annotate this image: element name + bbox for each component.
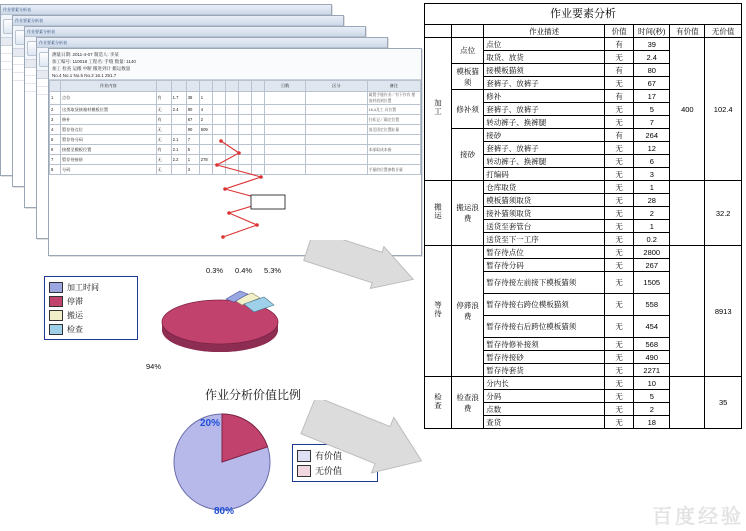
cell-content: 暂存待点位 [61,125,157,135]
cell-value: 无 [604,155,633,168]
cell-time: 39 [634,38,670,51]
legend-swatch-inspect [49,324,63,335]
cell-value: 无 [604,272,633,294]
section-label-waiting: 等待 [425,246,452,377]
cell-value: 无 [604,207,633,220]
cell-time: 2 [634,403,670,416]
cell-no: 8 [50,165,61,175]
cell-f [225,125,238,135]
cell-no: 6 [50,145,61,155]
cell-description: 送货至下一工序 [484,233,605,246]
header-novalue: 无价值 [705,25,742,38]
col-person [199,81,212,92]
cell-a: 有 [156,92,171,105]
table-row[interactable] [425,181,742,194]
cell-content: 分码 [61,165,157,175]
pie2-title: 作业分析价值比例 [204,388,301,402]
window-title: 作业要素分析表 [3,7,31,12]
cell-description: 送货至套管台 [484,220,605,233]
cell-value: 无 [604,77,633,90]
sheet-header-block [49,49,421,80]
col-move [225,81,238,92]
cell-description: 接补猫须取货 [484,207,605,220]
arrow-upper-right [300,240,420,310]
window-title: 作业要素分析表 [15,18,43,23]
col-remark: 备注 [367,81,420,92]
legend-item[interactable] [49,294,133,308]
cell-h [252,115,265,125]
header-value: 价值 [604,25,633,38]
cell-value: 有 [604,129,633,142]
legend-label: 加工时间 [67,282,99,292]
cell-b [171,115,186,125]
cell-f [225,115,238,125]
cell-value: 无 [604,142,633,155]
cell-value: 无 [604,233,633,246]
cell-novalue-total: 35 [705,377,742,429]
cell-remark: 属置手缝作业／有下作有 摆放材放到位置 [367,92,420,105]
header-description: 作业描述 [484,25,605,38]
cell-b: 2.2 [171,155,186,165]
cell-time: 2271 [634,364,670,377]
cell-d: 2 [199,115,212,125]
cell-description: 暂存待接右后跨位模板猫须 [484,316,605,338]
cell-c: 1 [186,155,199,165]
cell-f [225,92,238,105]
cell-h [252,105,265,115]
col-check [238,81,251,92]
group-label: 搬运浪费 [452,181,484,246]
cell-g [238,125,251,135]
cell-description: 点数 [484,403,605,416]
cell-b: 2.1 [171,135,186,145]
cell-d: 509 [199,125,212,135]
pie1-legend [44,276,138,340]
cell-description: 接模板猫须 [484,64,605,77]
window-titlebar [25,27,365,37]
cell-e [212,115,225,125]
cell-b: 1.7 [171,92,186,105]
cell-c: 7 [186,135,199,145]
cell-j [306,145,367,155]
cell-value: 有 [604,38,633,51]
cell-description: 模板猫须取货 [484,194,605,207]
cell-valuable-total: 400 [670,38,705,181]
cell-description: 套裤子、放裤子 [484,103,605,116]
col-content: 作业内容 [61,81,157,92]
cell-b [171,165,186,175]
cell-valuable-total [670,377,705,429]
group-label: 接砂 [452,129,484,181]
legend-item[interactable] [49,280,133,294]
cell-j [306,115,367,125]
cell-e [212,92,225,105]
cell-e [212,105,225,115]
cell-description: 分内长 [484,377,605,390]
cell-description: 转动裤子、换裤腿 [484,116,605,129]
group-label: 模板猫须 [452,64,484,90]
header-time: 时间(秒) [634,25,670,38]
cell-description: 转动裤子、换裤腿 [484,155,605,168]
cell-j [306,92,367,105]
pie1-label-inspect: 0.4% [235,266,253,275]
pie-chart-time-composition[interactable] [148,274,298,360]
cell-b: 2.4 [171,105,186,115]
cell-description: 打编码 [484,168,605,181]
cell-c: 80 [186,105,199,115]
pie2-label-valuable: 20% [200,418,221,429]
pie2-label-novalue: 80% [214,506,235,517]
group-label: 检查浪费 [452,377,484,429]
cell-no: 3 [50,115,61,125]
cell-a: 无 [156,155,171,165]
cell-h [252,125,265,135]
cell-value: 无 [604,181,633,194]
cell-time: 2.4 [634,51,670,64]
cell-no: 1 [50,92,61,105]
pie1-label-processing: 94% [146,362,162,371]
cell-a: 无 [156,165,171,175]
cell-description: 暂存待修补接须 [484,338,605,351]
cell-d: 1 [199,92,212,105]
cell-a: 有 [156,115,171,125]
analysis-table-title: 作业要素分析 [425,4,742,25]
cell-c: 38 [186,92,199,105]
group-label: 修补须 [452,90,484,129]
cell-time: 7 [634,116,670,129]
arrow-lower-right [300,400,430,510]
cell-value: 无 [604,338,633,351]
legend-label: 停滞 [67,296,83,306]
cell-novalue-total: 32.2 [705,181,742,246]
cell-content: 修补 [61,115,157,125]
window-titlebar [1,5,331,15]
cell-b [171,125,186,135]
cell-time: 568 [634,338,670,351]
table-row[interactable] [50,125,421,135]
cell-time: 1 [634,181,670,194]
legend-label: 无价值 [315,466,343,476]
cell-description: 查货 [484,416,605,429]
watermark: 百度经验 [652,506,744,528]
section-label-transport: 搬运 [425,181,452,246]
cell-time: 558 [634,294,670,316]
table-row[interactable] [50,105,421,115]
cell-i [265,92,306,105]
analysis-table[interactable] [424,3,742,429]
cell-a: 有 [156,145,171,155]
legend-label: 搬运 [67,310,83,320]
section-label-processing: 加工 [425,38,452,181]
cell-time: 80 [634,64,670,77]
cell-description: 仓库取货 [484,181,605,194]
cell-time: 2800 [634,246,670,259]
legend-swatch-processing [49,282,63,293]
cell-remark: 本部取成本指 [367,145,420,155]
cell-description: 套裤子、放裤子 [484,77,605,90]
col-distance [156,81,171,92]
legend-item[interactable] [49,322,133,336]
cell-f [225,105,238,115]
table-row[interactable] [425,38,742,51]
cell-d: 4 [199,105,212,115]
cell-a: 无 [156,135,171,145]
cell-i [265,125,306,135]
col-no [50,81,61,92]
cell-value: 无 [604,416,633,429]
cell-h [252,92,265,105]
cell-time: 490 [634,351,670,364]
cell-time: 454 [634,316,670,338]
cell-value: 无 [604,168,633,181]
window-title: 作业要素分析表 [27,29,55,34]
legend-label: 检查 [67,324,83,334]
cell-no: 5 [50,135,61,145]
cell-no: 7 [50,155,61,165]
analysis-table-title-row [425,4,742,25]
cell-time: 6 [634,155,670,168]
col-stall [252,81,265,92]
cell-description: 暂存待接右跨位模板猫须 [484,294,605,316]
cell-description: 暂存待套货 [484,364,605,377]
cell-value: 无 [604,116,633,129]
window-titlebar [37,38,387,48]
cell-content: 暂存待分码 [61,135,157,145]
cell-a: 无 [156,105,171,115]
cell-content: 暂存待接砂 [61,155,157,165]
header-category [425,25,452,38]
cell-b: 2.1 [171,145,186,155]
cell-description: 暂存待接左前接下模板猫须 [484,272,605,294]
sheet-header-line-1: 测量日期: 2011-4-07 制造人: 李某 [52,52,119,57]
cell-content: 接摆至模板位置 [61,145,157,155]
legend-item[interactable] [49,308,133,322]
cell-remark: 16.4及工 具位置 [367,105,420,115]
cell-time: 0.2 [634,233,670,246]
cell-value: 无 [604,246,633,259]
cell-time: 17 [634,90,670,103]
pie1-label-stall: 5.3% [264,266,282,275]
cell-g [238,92,251,105]
cell-description: 接砂 [484,129,605,142]
cell-time: 5 [634,390,670,403]
cell-time: 18 [634,416,670,429]
cell-j [306,125,367,135]
table-row[interactable] [425,246,742,259]
cell-j [306,155,367,165]
cell-time: 264 [634,129,670,142]
cell-time: 1 [634,220,670,233]
pie1-label-transport: 0.3% [206,266,224,275]
cell-value: 无 [604,377,633,390]
cell-time: 67 [634,77,670,90]
legend-label: 有价值 [315,451,343,461]
cell-c: 90 [186,125,199,135]
spreadsheet-window-front[interactable] [48,48,422,256]
group-label: 停滞浪费 [452,246,484,377]
cell-value: 无 [604,390,633,403]
cell-content: 点位 [61,92,157,105]
cell-value: 无 [604,51,633,64]
cell-time: 12 [634,142,670,155]
cell-value: 无 [604,403,633,416]
front-sheet-header-row [50,81,421,92]
sheet-header-line-3: 加工 检查 运搬 中断 搬进到计 搬运数量 [52,66,131,71]
cell-value: 无 [604,294,633,316]
cell-description: 暂存待点位 [484,246,605,259]
cell-c: 5 [186,145,199,155]
cell-no: 4 [50,125,61,135]
table-row[interactable] [50,115,421,125]
cell-description: 暂存待分码 [484,259,605,272]
cell-i [265,105,306,115]
window-titlebar [13,16,343,26]
cell-no: 2 [50,105,61,115]
sheet-header-line-2: 加工编号: 110018 工程名: 手缝 数量: 1140 [52,59,136,64]
cell-valuable-total [670,181,705,246]
cell-value: 无 [604,194,633,207]
cell-remark: 放至固定位置缸量 [367,125,420,135]
cell-time: 28 [634,194,670,207]
table-row[interactable] [50,92,421,105]
cell-content: 这类取货接箱材模板位置 [61,105,157,115]
cell-valuable-total [670,246,705,377]
cell-value: 有 [604,64,633,77]
cell-time: 10 [634,377,670,390]
cell-value: 无 [604,316,633,338]
group-label: 点位 [452,38,484,64]
cell-value: 有 [604,90,633,103]
pie-chart-value-ratio[interactable] [166,406,278,518]
cell-remark [367,155,420,165]
cell-time: 267 [634,259,670,272]
legend-swatch-transport [49,310,63,321]
legend-swatch-stall [49,296,63,307]
cell-time: 3 [634,168,670,181]
cell-novalue-total: 102.4 [705,38,742,181]
cell-time: 2 [634,207,670,220]
cell-description: 暂存待接砂 [484,351,605,364]
analysis-table-header-row [425,25,742,38]
col-days: 日数 [265,81,306,92]
cell-value: 无 [604,351,633,364]
cell-remark [367,135,420,145]
cell-a: 无 [156,125,171,135]
cell-c: 67 [186,115,199,125]
cell-novalue-total: 8913 [705,246,742,377]
cell-c: 3 [186,165,199,175]
col-region: 区分 [306,81,367,92]
header-group [452,25,484,38]
sheet-header-counts: No.4 No.1 No.5 No.2 16.1 251.7 [52,73,117,78]
cell-time: 5 [634,103,670,116]
spreadsheet-stack [0,4,420,254]
cell-description: 分码 [484,390,605,403]
cell-g [238,115,251,125]
cell-g [238,105,251,115]
cell-description: 套裤子、放裤子 [484,142,605,155]
col-time [171,81,186,92]
analysis-table-panel[interactable] [424,3,742,429]
cell-value: 无 [604,259,633,272]
cell-i [265,115,306,125]
cell-j [306,165,367,175]
cell-value: 无 [604,220,633,233]
cell-value: 无 [604,103,633,116]
col-process [212,81,225,92]
col-machine [186,81,199,92]
cell-description: 点位 [484,38,605,51]
table-row[interactable] [425,377,742,390]
cell-j [306,135,367,145]
window-title: 作业要素分析表 [39,40,67,45]
cell-value: 无 [604,364,633,377]
process-flow-line [199,135,295,247]
cell-d: 278 [199,155,212,165]
cell-description: 修补 [484,90,605,103]
section-label-inspection: 检查 [425,377,452,429]
cell-j [306,105,367,115]
cell-remark: 打标记／确定位置 [367,115,420,125]
header-valuable: 有价值 [670,25,705,38]
cell-remark: 手量的位置参数计量 [367,165,420,175]
cell-description: 取货、放货 [484,51,605,64]
cell-e [212,125,225,135]
cell-time: 1505 [634,272,670,294]
